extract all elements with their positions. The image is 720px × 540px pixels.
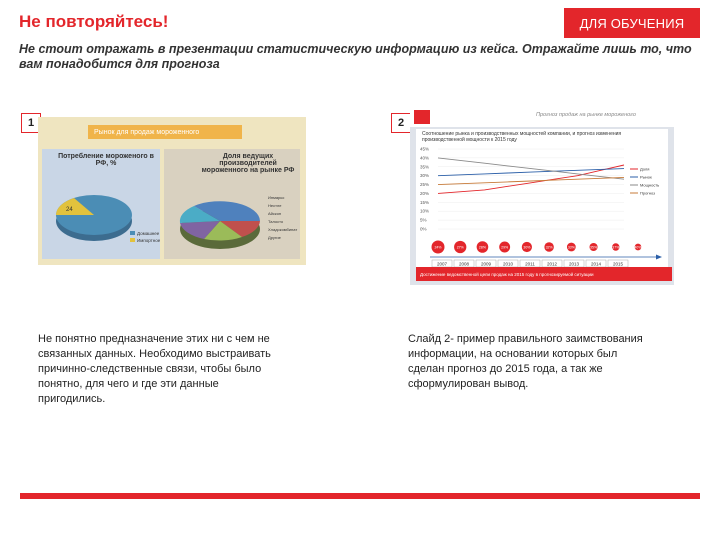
y-tick-label: 5%	[420, 217, 427, 223]
slide2-chart-title: Соотношение рынка и производственных мощностей компании, и прогноз изменения производственной мощности к 2015 году	[422, 131, 622, 143]
slide2-line-chart	[416, 129, 668, 271]
slide2-chart-panel	[416, 129, 668, 271]
year-label: 2009	[480, 261, 492, 267]
page-title: Не повторяйтесь!	[19, 12, 169, 31]
left-legend-2: Импортное	[137, 238, 160, 243]
right-pie-chart	[164, 149, 300, 259]
legend-label-3: Прогноз	[640, 190, 656, 196]
year-label: 2011	[525, 261, 535, 267]
slide1-caption: Не понятно предназначение этих ни с чем не связанных данных. Необходимо выстраивать причинно-следственные связи, чтобы было понятно, для чего и где эти данные пригодились.	[38, 333, 271, 405]
slide2-thumbnail[interactable]	[410, 107, 674, 285]
left-legend-1: Домашнее	[137, 231, 160, 236]
bubble-value: 30%	[523, 245, 531, 250]
right-legend-6: Другие	[268, 235, 281, 240]
series-line-2	[438, 158, 624, 179]
footer-bar	[20, 493, 700, 499]
legend-label-1: Рынок	[640, 174, 652, 180]
left-pie-chart	[42, 149, 160, 259]
left-pie-value: 24	[66, 207, 73, 213]
page-subtitle: Не стоит отражать в презентации статистическую информацию из кейса. Отражайте лишь то, что вам понадобится для прогноза	[19, 42, 692, 71]
slide2-caption: Слайд 2- пример правильного заимствования информации, на основании которых был сделан прогноз до 2015 года, а так же сформулирован вывод.	[408, 333, 643, 390]
bubble-value: 33%	[567, 245, 575, 250]
y-tick-label: 30%	[420, 173, 430, 179]
right-legend-4: Талосто	[268, 219, 284, 224]
bubble-value: 37%	[612, 245, 620, 250]
y-tick-label: 45%	[420, 146, 430, 152]
y-tick-label: 0%	[420, 226, 427, 232]
series-line-1	[438, 169, 624, 176]
legend-label-2: Мощность	[640, 182, 660, 188]
left-legend-swatch-1	[130, 231, 135, 235]
y-tick-label: 10%	[420, 208, 430, 214]
y-tick-label: 40%	[420, 155, 430, 161]
bubble-value: 28%	[478, 245, 486, 250]
year-label: 2007	[436, 261, 448, 267]
bubble-value: 35%	[590, 245, 598, 250]
year-label: 2008	[458, 261, 470, 267]
slide1-banner: Рынок для продаж мороженного	[88, 125, 242, 139]
slide2-header-text: Прогноз продаж на рынке мороженого	[536, 112, 636, 118]
right-legend-2: Нестле	[268, 203, 282, 208]
left-legend-swatch-2	[130, 238, 135, 242]
year-label: 2010	[502, 261, 514, 267]
right-pie-title: Доля ведущих производителей мороженного на рынке РФ	[201, 153, 295, 174]
slide2-footer-bar: Достижение ведомственной цели продаж на 2015 году в прогнозируемой ситуации	[416, 267, 672, 281]
slide-number-2: 2	[391, 113, 411, 133]
right-legend-1: Инмарко	[268, 195, 285, 200]
bubble-value: 29%	[501, 245, 509, 250]
series-line-3	[438, 177, 624, 184]
year-label: 2014	[590, 261, 602, 267]
slide-number-1: 1	[21, 113, 41, 133]
slide2-header	[410, 107, 674, 127]
training-badge: ДЛЯ ОБУЧЕНИЯ	[564, 8, 700, 38]
right-legend-5: Хладокомбинат	[268, 227, 298, 232]
left-pie-panel	[42, 149, 160, 259]
bubble-value: 40%	[634, 245, 642, 250]
year-label: 2013	[568, 261, 580, 267]
bubble-value: 32%	[545, 245, 553, 250]
y-tick-label: 25%	[420, 182, 430, 188]
slide1-thumbnail[interactable]	[38, 117, 306, 265]
right-pie-panel	[164, 149, 300, 259]
slide2-logo	[414, 110, 430, 124]
y-tick-label: 35%	[420, 164, 430, 170]
timeline-arrow	[656, 255, 662, 260]
right-legend-3: Айскон	[268, 211, 282, 216]
bubble-value: 24%	[434, 245, 442, 250]
year-label: 2012	[546, 261, 558, 267]
bubble-value: 27%	[456, 245, 464, 250]
y-tick-label: 20%	[420, 190, 430, 196]
y-tick-label: 15%	[420, 199, 430, 205]
left-pie-title: Потребление мороженого в РФ, %	[58, 153, 154, 167]
legend-label-0: Доля	[640, 166, 650, 172]
year-label: 2015	[612, 261, 624, 267]
